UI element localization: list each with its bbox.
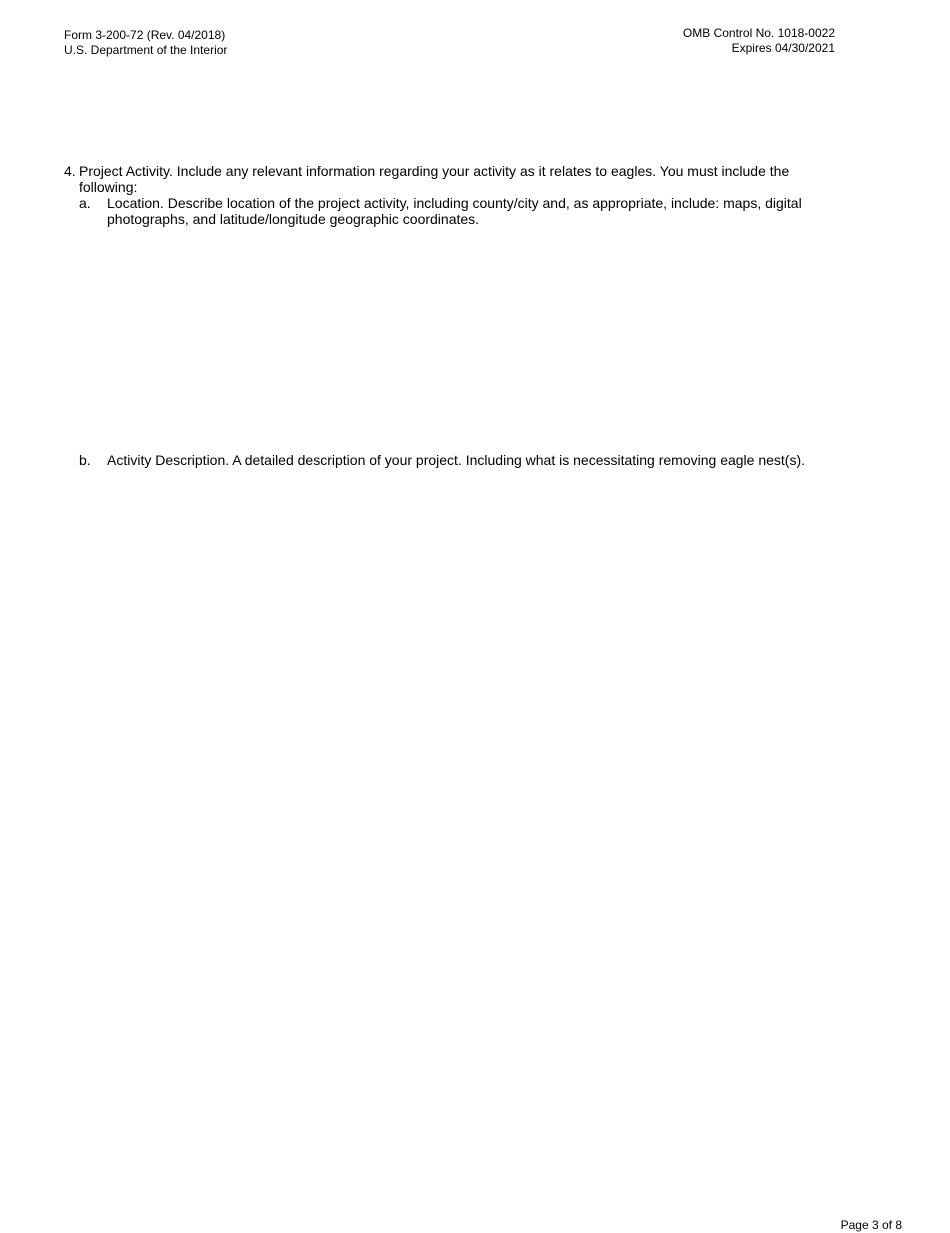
page-number: Page 3 of 8	[840, 1218, 902, 1232]
section-number: 4.	[64, 163, 76, 179]
subitem-location	[79, 195, 819, 227]
subitem-letter: a.	[79, 195, 91, 211]
expiration-date: Expires 04/30/2021	[731, 41, 835, 55]
form-number: Form 3-200-72 (Rev. 04/2018)	[64, 28, 226, 42]
form-header-right	[683, 26, 835, 56]
section-4-text: Project Activity. Include any relevant information regarding your activity as it relates to eagles. You must include the following:	[79, 163, 790, 195]
form-header-left	[64, 28, 227, 58]
omb-control-number: OMB Control No. 1018-0022	[682, 26, 835, 40]
subitem-letter: b.	[79, 452, 91, 468]
subitem-location-text: Location. Describe location of the project activity, including county/city and, as appropriate, include: maps, digital photographs, and latitude/longitude geographic coordinates.	[107, 195, 802, 227]
subitem-activity-description-text: Activity Description. A detailed description of your project. Including what is necessitating removing eagle nest(s).	[107, 452, 806, 468]
section-4-project-activity	[64, 163, 824, 195]
subitem-activity-description	[79, 452, 839, 468]
department-name: U.S. Department of the Interior	[64, 43, 228, 57]
